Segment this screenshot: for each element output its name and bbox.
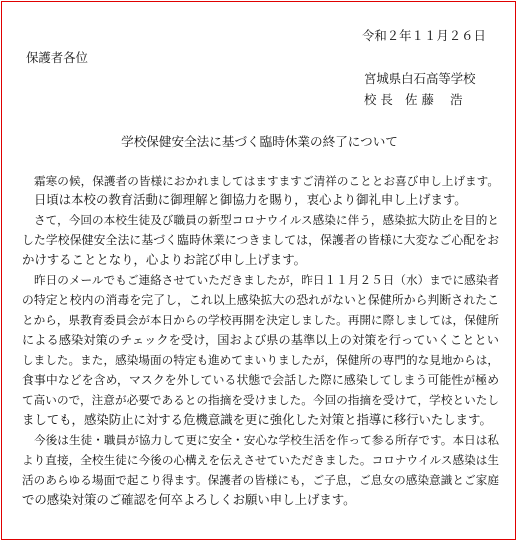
document-title: 学校保健安全法に基づく臨時休業の終了について — [121, 134, 398, 149]
body-line: 活のあらゆる場面で起こり得ます。保護者の皆様にも，ご子息，ご息女の感染意識とご家庭 — [22, 473, 499, 487]
body-line: しました。また，感染場面の特定も進めてまいりましたが，保健所の専門的な見地からは， — [22, 353, 499, 367]
body-line: 霜寒の候，保護者の皆様におかれましてはますますご清祥のこととお喜び申し上げます。 — [34, 174, 499, 188]
body-line: さて，今回の本校生徒及び職員の新型コロナウイルス感染に伴う，感染拡大防止を目的と — [34, 213, 499, 227]
body-line: ましても，感染防止に対する危機意識を更に強化した対策と指導に移行いたします。 — [22, 412, 492, 427]
body-line: による感染対策のチェックを受け，国および県の基準以上の対策を行っていくこととい — [22, 333, 499, 347]
body-line: 食事中などを含め，マスクを外している状態で会話した際に感染してしまう可能性が極め — [22, 373, 499, 387]
body-line: 今後は生徒・職員が協力して更に安全・安心な学校生活を作って参る所存です。本日は私 — [34, 433, 499, 447]
body-line: での感染対策のご確認を何卒よろしくお願い申し上げます。 — [22, 492, 356, 507]
body-line: て高いので，注意が必要であるとの指摘を受けました。今回の指摘を受けて，学校といたし — [22, 393, 499, 407]
body-line: した学校保健安全法に基づく臨時休業につきましては，保護者の皆様に大変なご心配をお — [22, 233, 499, 247]
body-line: の特定と校内の消毒を完了し，これ以上感染拡大の恐れがないと保健所から判断されたこ — [22, 293, 499, 307]
school-name: 宮城県白石高等学校 — [364, 71, 476, 86]
body-line: 昨日のメールでもご連絡させていただきましたが，昨日１１月２５日（水）までに感染者 — [34, 273, 499, 287]
recipient-line: 保護者各位 — [26, 50, 88, 65]
body-line: 日頃は本校の教育活動に御理解と御協力を賜り，衷心より御礼申し上げます。 — [34, 192, 467, 207]
body-line: より直接，全校生徒に今後の心構えを伝えさせていただきました。コロナウイルス感染は生 — [22, 453, 499, 467]
document-page — [1, 1, 516, 540]
body-line: とから，県教育委員会が本日からの学校再開を決定しました。再開に際しましては，保健所 — [22, 313, 499, 327]
principal-name: 校 長 佐 藤 浩 — [364, 92, 463, 107]
document-date: 令和２年１１月２６日 — [362, 28, 486, 43]
body-line: かけすることとなり，心よりお詫び申し上げます。 — [22, 252, 306, 267]
